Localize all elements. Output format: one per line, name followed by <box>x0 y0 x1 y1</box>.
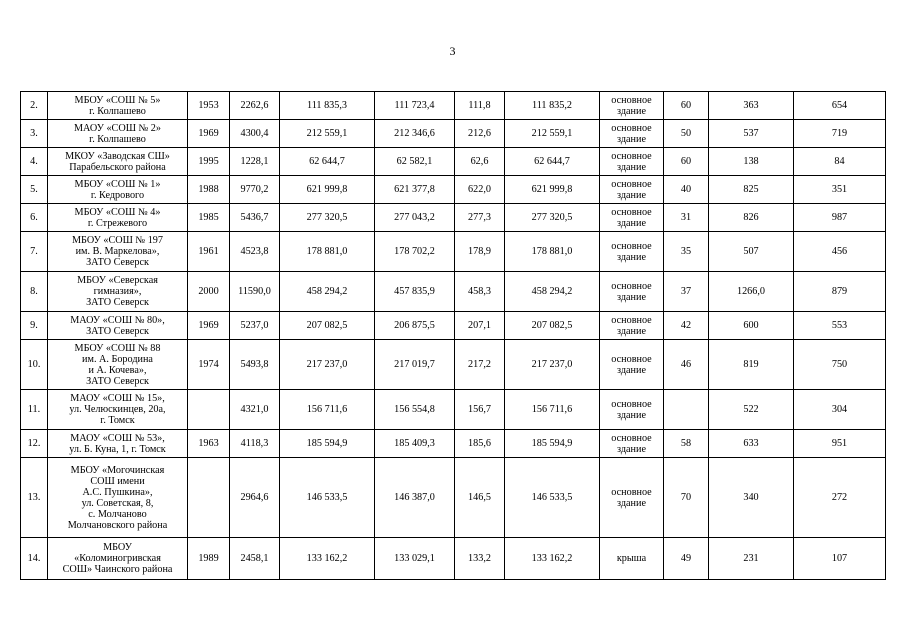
year-built-cell: 1988 <box>188 176 230 204</box>
row-number-cell: 12. <box>21 430 48 458</box>
work-object-line: здание <box>617 161 646 173</box>
table-row <box>21 204 886 232</box>
work-object-line: основное <box>611 240 652 252</box>
school-name-line: МАОУ «СОШ № 2» <box>74 122 161 134</box>
cost-regional-cell: 111,8 <box>455 92 505 120</box>
students-cell: 719 <box>794 120 886 148</box>
students-cell: 553 <box>794 312 886 340</box>
cost-federal-cell: 277 043,2 <box>375 204 455 232</box>
students-cell: 351 <box>794 176 886 204</box>
cost-amount-cell: 156 711,6 <box>505 390 600 430</box>
row-number-cell: 2. <box>21 92 48 120</box>
students-cell: 750 <box>794 340 886 390</box>
work-object-cell <box>600 390 664 430</box>
work-object-line: здание <box>617 497 646 509</box>
area-cell: 4523,8 <box>230 232 280 272</box>
area-cell: 2964,6 <box>230 458 280 538</box>
capacity-cell: 825 <box>709 176 794 204</box>
cost-regional-cell: 62,6 <box>455 148 505 176</box>
work-object-cell <box>600 148 664 176</box>
cost-total-cell: 217 237,0 <box>280 340 375 390</box>
work-object-line: здание <box>617 291 646 303</box>
table-row <box>21 148 886 176</box>
cost-amount-cell: 133 162,2 <box>505 538 600 580</box>
students-cell: 304 <box>794 390 886 430</box>
school-name-line: г. Стрежевого <box>87 217 148 229</box>
cost-amount-cell: 277 320,5 <box>505 204 600 232</box>
school-name-cell <box>48 430 188 458</box>
row-number-cell: 10. <box>21 340 48 390</box>
work-object-cell <box>600 232 664 272</box>
students-cell: 272 <box>794 458 886 538</box>
cost-amount-cell: 111 835,2 <box>505 92 600 120</box>
year-built-cell: 1961 <box>188 232 230 272</box>
cost-regional-cell: 212,6 <box>455 120 505 148</box>
cost-total-cell: 62 644,7 <box>280 148 375 176</box>
cost-regional-cell: 146,5 <box>455 458 505 538</box>
cost-total-cell: 146 533,5 <box>280 458 375 538</box>
area-cell: 1228,1 <box>230 148 280 176</box>
table-row <box>21 120 886 148</box>
school-name-cell <box>48 272 188 312</box>
work-object-line: основное <box>611 150 652 162</box>
row-number-cell: 13. <box>21 458 48 538</box>
capacity-cell: 537 <box>709 120 794 148</box>
school-name-line: «Коломиногривская <box>74 553 161 564</box>
school-name-line: и А. Кочева», <box>88 364 147 376</box>
cost-federal-cell: 621 377,8 <box>375 176 455 204</box>
work-object-line: основное <box>611 486 652 498</box>
area-cell: 2262,6 <box>230 92 280 120</box>
table-row <box>21 176 886 204</box>
students-cell: 654 <box>794 92 886 120</box>
students-cell: 987 <box>794 204 886 232</box>
table-row <box>21 538 886 580</box>
area-cell: 11590,0 <box>230 272 280 312</box>
year-built-cell <box>188 390 230 430</box>
school-name-line: МБОУ «СОШ № 197 <box>71 235 163 246</box>
capacity-cell: 1266,0 <box>709 272 794 312</box>
students-cell: 951 <box>794 430 886 458</box>
capacity-cell: 600 <box>709 312 794 340</box>
school-name-cell <box>48 458 188 538</box>
cost-total-cell: 277 320,5 <box>280 204 375 232</box>
table-row <box>21 312 886 340</box>
cost-regional-cell: 217,2 <box>455 340 505 390</box>
school-name-line: ЗАТО Северск <box>86 375 149 387</box>
wear-percent-cell: 31 <box>664 204 709 232</box>
work-object-line: основное <box>611 398 652 410</box>
work-object-line: здание <box>617 409 646 421</box>
area-cell: 5493,8 <box>230 340 280 390</box>
wear-percent-cell: 60 <box>664 92 709 120</box>
students-cell: 107 <box>794 538 886 580</box>
work-object-cell <box>600 430 664 458</box>
school-name-line: гимназия», <box>93 286 142 297</box>
work-object-cell <box>600 312 664 340</box>
table-row <box>21 272 886 312</box>
cost-federal-cell: 212 346,6 <box>375 120 455 148</box>
school-name-line: ЗАТО Северск <box>86 257 149 268</box>
cost-federal-cell: 178 702,2 <box>375 232 455 272</box>
cost-regional-cell: 458,3 <box>455 272 505 312</box>
work-object-line: здание <box>617 133 646 145</box>
table-body <box>21 92 886 580</box>
row-number-cell: 14. <box>21 538 48 580</box>
school-name-line: Молчановского района <box>67 519 168 531</box>
capacity-cell: 363 <box>709 92 794 120</box>
work-object-line: здание <box>617 364 646 376</box>
area-cell: 5237,0 <box>230 312 280 340</box>
year-built-cell: 1989 <box>188 538 230 580</box>
cost-amount-cell: 621 999,8 <box>505 176 600 204</box>
school-name-cell <box>48 232 188 272</box>
cost-total-cell: 133 162,2 <box>280 538 375 580</box>
school-name-line: МКОУ «Заводская СШ» <box>65 150 170 162</box>
year-built-cell <box>188 458 230 538</box>
cost-federal-cell: 156 554,8 <box>375 390 455 430</box>
wear-percent-cell: 50 <box>664 120 709 148</box>
work-object-line: основное <box>611 94 652 106</box>
row-number-cell: 5. <box>21 176 48 204</box>
wear-percent-cell: 60 <box>664 148 709 176</box>
work-object-cell <box>600 458 664 538</box>
school-name-line: А.С. Пушкина», <box>82 486 153 498</box>
cost-amount-cell: 212 559,1 <box>505 120 600 148</box>
work-object-cell <box>600 120 664 148</box>
school-name-line: им. А. Бородина <box>82 353 153 365</box>
year-built-cell: 1969 <box>188 120 230 148</box>
year-built-cell: 1995 <box>188 148 230 176</box>
school-name-line: ЗАТО Северск <box>86 297 149 308</box>
capacity-cell: 826 <box>709 204 794 232</box>
school-name-line: СОШ» Чаинского района <box>62 564 173 575</box>
wear-percent-cell <box>664 390 709 430</box>
cost-total-cell: 111 835,3 <box>280 92 375 120</box>
schools-table <box>20 91 886 580</box>
cost-federal-cell: 206 875,5 <box>375 312 455 340</box>
cost-federal-cell: 62 582,1 <box>375 148 455 176</box>
school-name-line: МБОУ «Северская <box>77 275 158 286</box>
wear-percent-cell: 49 <box>664 538 709 580</box>
work-object-line: основное <box>611 432 652 444</box>
cost-total-cell: 621 999,8 <box>280 176 375 204</box>
wear-percent-cell: 58 <box>664 430 709 458</box>
cost-amount-cell: 458 294,2 <box>505 272 600 312</box>
cost-federal-cell: 457 835,9 <box>375 272 455 312</box>
year-built-cell: 1985 <box>188 204 230 232</box>
school-name-line: г. Колпашево <box>89 105 146 117</box>
work-object-line: основное <box>611 314 652 326</box>
area-cell: 4321,0 <box>230 390 280 430</box>
school-name-cell <box>48 176 188 204</box>
cost-total-cell: 207 082,5 <box>280 312 375 340</box>
cost-federal-cell: 146 387,0 <box>375 458 455 538</box>
school-name-line: г. Колпашево <box>89 133 146 145</box>
capacity-cell: 231 <box>709 538 794 580</box>
year-built-cell: 1953 <box>188 92 230 120</box>
cost-total-cell: 212 559,1 <box>280 120 375 148</box>
row-number-cell: 8. <box>21 272 48 312</box>
capacity-cell: 340 <box>709 458 794 538</box>
school-name-cell <box>48 312 188 340</box>
school-name-line: ул. Советская, 8, <box>81 497 154 509</box>
school-name-cell <box>48 340 188 390</box>
capacity-cell: 819 <box>709 340 794 390</box>
school-name-line: МБОУ «СОШ № 88 <box>74 342 161 354</box>
cost-amount-cell: 185 594,9 <box>505 430 600 458</box>
school-name-line: МАОУ «СОШ № 53», <box>70 432 165 444</box>
school-name-line: МБОУ <box>103 542 132 553</box>
page-number: 3 <box>449 44 456 58</box>
work-object-line: здание <box>617 189 646 201</box>
work-object-line: основное <box>611 280 652 292</box>
table-row <box>21 390 886 430</box>
school-name-line: МБОУ «Могочинская <box>70 464 165 476</box>
work-object-line: основное <box>611 122 652 134</box>
school-name-line: МБОУ «СОШ № 1» <box>74 178 161 190</box>
cost-total-cell: 458 294,2 <box>280 272 375 312</box>
work-object-line: здание <box>617 105 646 117</box>
work-object-line: основное <box>611 353 652 365</box>
cost-federal-cell: 185 409,3 <box>375 430 455 458</box>
cost-regional-cell: 622,0 <box>455 176 505 204</box>
school-name-line: ЗАТО Северск <box>86 325 149 337</box>
cost-regional-cell: 207,1 <box>455 312 505 340</box>
capacity-cell: 138 <box>709 148 794 176</box>
school-name-line: им. В. Маркелова», <box>75 246 160 257</box>
work-object-line: здание <box>617 325 646 337</box>
school-name-cell <box>48 92 188 120</box>
row-number-cell: 3. <box>21 120 48 148</box>
row-number-cell: 6. <box>21 204 48 232</box>
area-cell: 9770,2 <box>230 176 280 204</box>
work-object-cell <box>600 538 664 580</box>
cost-amount-cell: 217 237,0 <box>505 340 600 390</box>
capacity-cell: 633 <box>709 430 794 458</box>
work-object-cell <box>600 92 664 120</box>
school-name-line: с. Молчаново <box>88 508 147 520</box>
school-name-line: СОШ имени <box>90 475 145 487</box>
cost-regional-cell: 277,3 <box>455 204 505 232</box>
year-built-cell: 1963 <box>188 430 230 458</box>
work-object-line: основное <box>611 178 652 190</box>
row-number-cell: 9. <box>21 312 48 340</box>
work-object-line: крыша <box>616 553 647 564</box>
cost-total-cell: 178 881,0 <box>280 232 375 272</box>
work-object-cell <box>600 176 664 204</box>
wear-percent-cell: 37 <box>664 272 709 312</box>
cost-amount-cell: 207 082,5 <box>505 312 600 340</box>
table-row <box>21 340 886 390</box>
row-number-cell: 4. <box>21 148 48 176</box>
area-cell: 5436,7 <box>230 204 280 232</box>
cost-federal-cell: 111 723,4 <box>375 92 455 120</box>
school-name-line: ул. Б. Куна, 1, г. Томск <box>69 443 166 455</box>
area-cell: 2458,1 <box>230 538 280 580</box>
school-name-line: МБОУ «СОШ № 4» <box>74 206 161 218</box>
table-row <box>21 458 886 538</box>
wear-percent-cell: 70 <box>664 458 709 538</box>
cost-amount-cell: 178 881,0 <box>505 232 600 272</box>
wear-percent-cell: 40 <box>664 176 709 204</box>
work-object-line: здание <box>617 443 646 455</box>
school-name-cell <box>48 120 188 148</box>
year-built-cell: 2000 <box>188 272 230 312</box>
school-name-cell <box>48 390 188 430</box>
cost-federal-cell: 217 019,7 <box>375 340 455 390</box>
school-name-line: ул. Челюскинцев, 20а, <box>69 404 166 415</box>
students-cell: 456 <box>794 232 886 272</box>
work-object-cell <box>600 340 664 390</box>
school-name-cell <box>48 148 188 176</box>
students-cell: 879 <box>794 272 886 312</box>
wear-percent-cell: 35 <box>664 232 709 272</box>
wear-percent-cell: 46 <box>664 340 709 390</box>
students-cell: 84 <box>794 148 886 176</box>
school-name-line: МАОУ «СОШ № 80», <box>70 314 165 326</box>
year-built-cell: 1969 <box>188 312 230 340</box>
capacity-cell: 522 <box>709 390 794 430</box>
cost-regional-cell: 185,6 <box>455 430 505 458</box>
work-object-cell <box>600 204 664 232</box>
school-name-line: Парабельского района <box>69 161 166 173</box>
work-object-line: основное <box>611 206 652 218</box>
cost-regional-cell: 156,7 <box>455 390 505 430</box>
school-name-line: МБОУ «СОШ № 5» <box>74 94 161 106</box>
work-object-line: здание <box>617 251 646 263</box>
area-cell: 4118,3 <box>230 430 280 458</box>
cost-total-cell: 185 594,9 <box>280 430 375 458</box>
cost-total-cell: 156 711,6 <box>280 390 375 430</box>
cost-amount-cell: 146 533,5 <box>505 458 600 538</box>
school-name-cell <box>48 204 188 232</box>
school-name-line: г. Томск <box>100 415 135 426</box>
work-object-cell <box>600 272 664 312</box>
table-row <box>21 92 886 120</box>
cost-regional-cell: 178,9 <box>455 232 505 272</box>
table-row <box>21 232 886 272</box>
school-name-line: МАОУ «СОШ № 15», <box>70 393 165 404</box>
work-object-line: здание <box>617 217 646 229</box>
school-name-cell <box>48 538 188 580</box>
cost-regional-cell: 133,2 <box>455 538 505 580</box>
row-number-cell: 11. <box>21 390 48 430</box>
capacity-cell: 507 <box>709 232 794 272</box>
year-built-cell: 1974 <box>188 340 230 390</box>
wear-percent-cell: 42 <box>664 312 709 340</box>
school-name-line: г. Кедрового <box>90 189 145 201</box>
table-row <box>21 430 886 458</box>
row-number-cell: 7. <box>21 232 48 272</box>
cost-amount-cell: 62 644,7 <box>505 148 600 176</box>
area-cell: 4300,4 <box>230 120 280 148</box>
cost-federal-cell: 133 029,1 <box>375 538 455 580</box>
